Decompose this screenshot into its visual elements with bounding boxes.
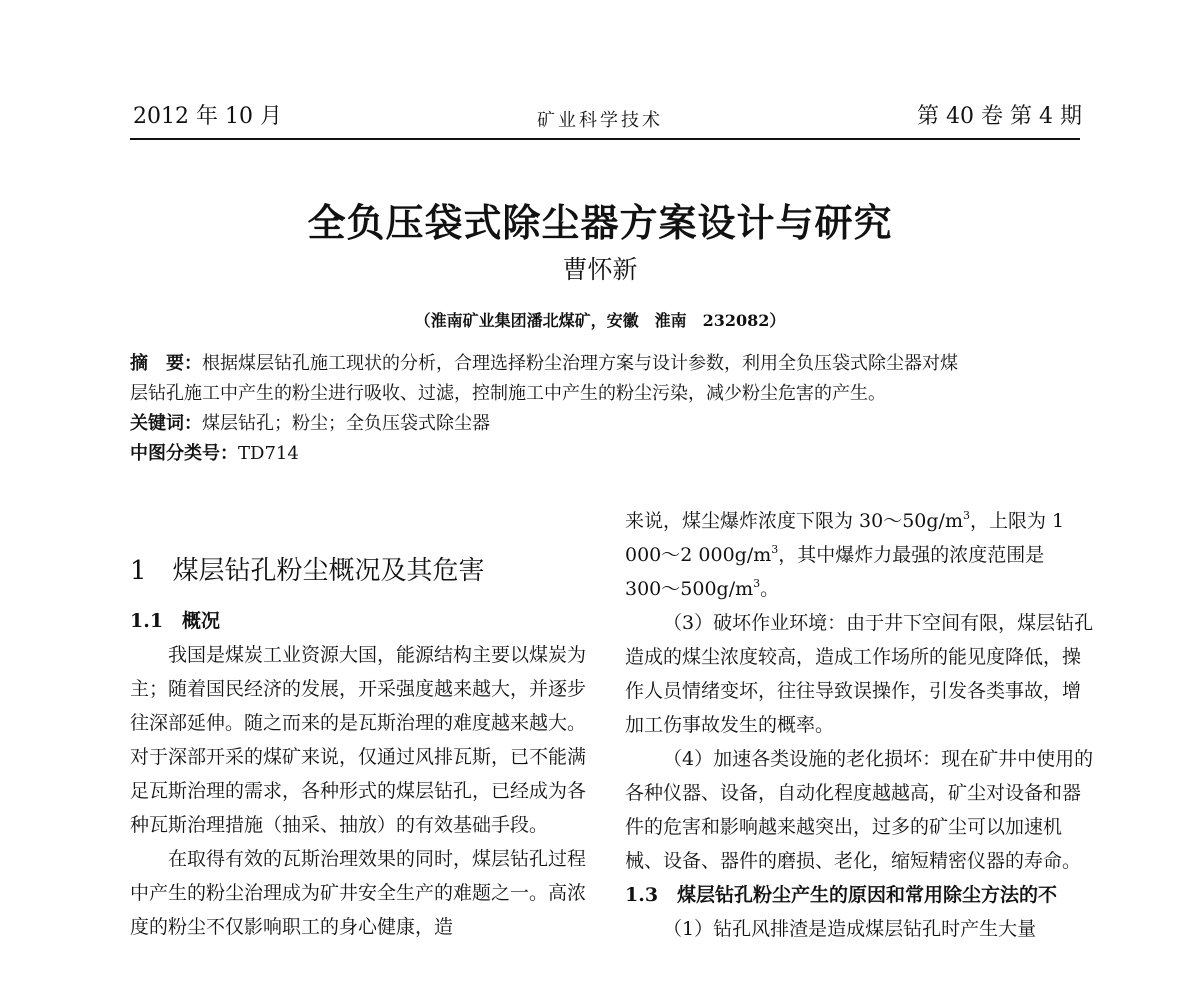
section-1-title: 1 煤层钻孔粉尘概况及其危害 bbox=[130, 556, 485, 586]
paragraph-environment: （3）破坏作业环境：由于井下空间有限，煤层钻孔造成的煤尘浓度较高，造成工作场所的能见度降低，操作人员情绪变坏，往往导致误操作，引发各类事故，增加工伤事故发生的概率。 bbox=[625, 612, 1094, 736]
abstract-line-1 bbox=[130, 349, 1090, 379]
paper-title: 全负压袋式除尘器方案设计与研究 bbox=[307, 200, 893, 245]
classification-text: TD714 bbox=[238, 443, 299, 464]
classification-line bbox=[130, 439, 1090, 469]
paragraph-overview: 我国是煤炭工业资源大国，能源结构主要以煤炭为主；随着国民经济的发展，开采强度越来越大，并逐步往深部延伸。随之而来的是瓦斯治理的难度越来越大。对于深部开采的煤矿来说，仅通过风排瓦斯，已不能满足瓦斯治理的需求，各种形式的煤层钻孔，已经成为各种瓦斯治理措施（抽采、抽放）的有效基础手段。 bbox=[130, 644, 587, 836]
header-rule bbox=[130, 138, 1080, 140]
keywords-line bbox=[130, 409, 1090, 439]
paragraph-equipment-aging: （4）加速各类设施的老化损坏：现在矿井中使用的各种仪器、设备，自动化程度越越高，矿尘对设备和器件的危害和影响越来越突出，过多的矿尘可以加速机械、设备、器件的磨损、老化，缩短精密仪器的寿命。 bbox=[625, 748, 1094, 872]
abstract-text-1: 根据煤层钻孔施工现状的分析，合理选择粉尘治理方案与设计参数，利用全负压袋式除尘器对煤 bbox=[202, 353, 958, 374]
keywords-label: 关键词： bbox=[130, 413, 202, 434]
paper-affiliation: （淮南矿业集团潘北煤矿，安徽 淮南 232082） bbox=[414, 311, 786, 330]
explosion-limit-line-3: $300\sim 500g/m^3$。 bbox=[625, 577, 780, 600]
header-journal: 矿业科学技术 bbox=[537, 110, 663, 131]
abstract-label: 摘 要： bbox=[130, 353, 202, 374]
subsection-1-1-title: 1.1 概况 bbox=[130, 610, 221, 632]
keywords-text: 煤层钻孔；粉尘；全负压袋式除尘器 bbox=[202, 413, 490, 434]
explosion-limit-line-1: 来说，煤尘爆炸浓度下限为 $30\sim 50g/m^3$，上限为 1 bbox=[625, 509, 1065, 532]
paragraph-dust-problem: 在取得有效的瓦斯治理效果的同时，煤层钻孔过程中产生的粉尘治理成为矿井安全生产的难题之一。高浓度的粉尘不仅影响职工的身心健康，造 bbox=[130, 848, 587, 938]
subsection-1-3-title: 1.3 煤层钻孔粉尘产生的原因和常用除尘方法的不 bbox=[625, 884, 1058, 906]
header-issue: 第 40 卷 第 4 期 bbox=[917, 104, 1082, 129]
header-date: 2012 年 10 月 bbox=[133, 104, 282, 129]
paper-author: 曹怀新 bbox=[562, 255, 638, 284]
paragraph-causes: （1）钻孔风排渣是造成煤层钻孔时产生大量 bbox=[663, 918, 1037, 940]
explosion-limit-line-2: 000～2 $000g/m^3$，其中爆炸力最强的浓度范围是 bbox=[625, 543, 1045, 566]
left-column bbox=[130, 604, 592, 944]
abstract-line-2: 层钻孔施工中产生的粉尘进行吸收、过滤，控制施工中产生的粉尘污染，减少粉尘危害的产生。 bbox=[130, 383, 886, 404]
right-column bbox=[625, 504, 1095, 946]
classification-label: 中图分类号： bbox=[130, 443, 238, 464]
